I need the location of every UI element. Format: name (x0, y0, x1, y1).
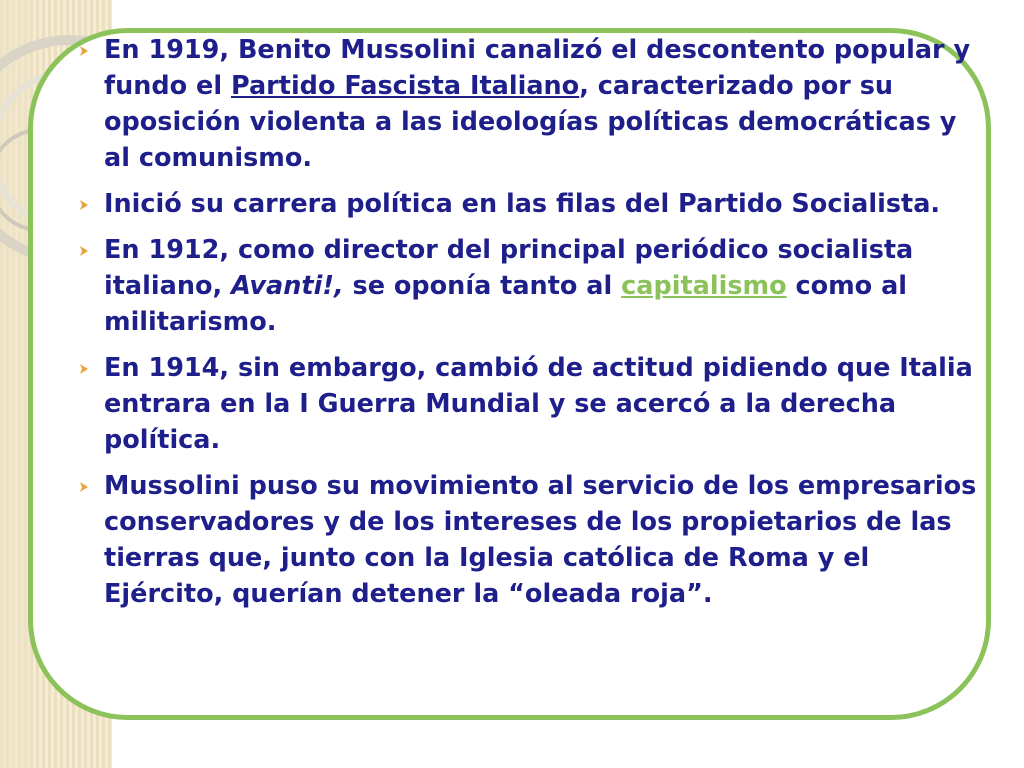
bullet-list (78, 32, 990, 622)
bullet-text: como al militarismo. (104, 271, 908, 337)
arrow-bullet-icon (78, 45, 90, 57)
bullet-item-movimiento (78, 468, 990, 612)
bullet-text: , caracterizado por su oposición violenta a las ideologías políticas democráticas y al comunismo. (104, 71, 957, 173)
bullet-text: En 1914, sin embargo, cambió de actitud pidiendo que Italia entrara en la I Guerra Mundial y se acercó a la derecha política. (104, 353, 973, 455)
bullet-text: Inició su carrera política en las filas del Partido Socialista. (104, 189, 941, 219)
bullet-text: En 1912, como director del principal periódico socialista italiano, (104, 235, 914, 301)
partido-fascista-link[interactable]: Partido Fascista Italiano (230, 71, 580, 101)
arrow-bullet-icon (78, 245, 90, 257)
arrow-bullet-icon (78, 481, 90, 493)
bullet-text: Mussolini puso su movimiento al servicio de los empresarios conservadores y de los intereses de los propietarios de las tierras que, junto con la Iglesia católica de Roma y el Ejército, querían detener la “oleada roja”. (104, 471, 977, 609)
bullet-item-1919 (78, 32, 990, 176)
bullet-item-1912 (78, 232, 990, 340)
bullet-item-carrera (78, 186, 990, 222)
capitalismo-link[interactable]: capitalismo (621, 271, 787, 301)
arrow-bullet-icon (78, 363, 90, 375)
newspaper-title: Avanti!, (231, 271, 344, 301)
arrow-bullet-icon (78, 199, 90, 211)
left-stripe-band-shadow (0, 0, 30, 768)
bullet-item-1914 (78, 350, 990, 458)
bullet-text: En 1919, Benito Mussolini canalizó el descontento popular y fundo el (104, 35, 971, 101)
bullet-text: se oponía tanto al (343, 271, 622, 301)
